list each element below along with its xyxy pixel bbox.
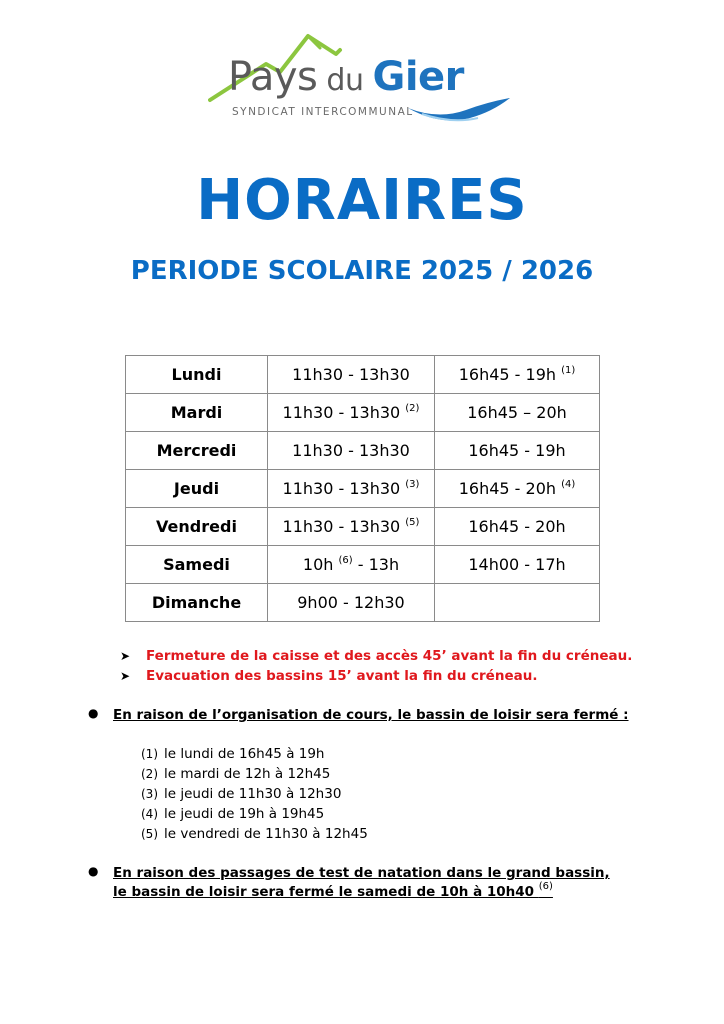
- day-cell: Lundi: [126, 356, 268, 394]
- afternoon-cell: [435, 584, 600, 622]
- arrow-bullet-icon: ➤: [120, 649, 131, 663]
- footnote-ref: (6): [338, 555, 353, 566]
- closure-number: (5): [141, 827, 158, 841]
- bullet-icon: ●: [88, 864, 99, 878]
- morning-cell: [268, 546, 435, 584]
- list-item: [120, 666, 632, 686]
- test-notice-line1: En raison des passages de test de natation dans le grand bassin,: [113, 865, 610, 881]
- test-notice-line2: [113, 883, 610, 902]
- afternoon-cell: [435, 432, 600, 470]
- table-row: [126, 432, 600, 470]
- list-item: [141, 764, 368, 784]
- morning-cell: [268, 432, 435, 470]
- afternoon-cell: [435, 356, 600, 394]
- closure-number: (4): [141, 807, 158, 821]
- afternoon-hours: 16h45 - 19h: [468, 441, 566, 460]
- footnote-ref: (6): [538, 881, 553, 892]
- schedule-table: [125, 355, 600, 622]
- day-cell: Jeudi: [126, 470, 268, 508]
- morning-cell: [268, 394, 435, 432]
- footnote-ref: (5): [405, 517, 420, 528]
- table-row: [126, 394, 600, 432]
- closure-text: le lundi de 16h45 à 19h: [164, 746, 325, 762]
- page-subtitle: PERIODE SCOLAIRE 2025 / 2026: [130, 256, 594, 286]
- closure-number: (1): [141, 747, 158, 761]
- table-row: [126, 470, 600, 508]
- table-row: [126, 508, 600, 546]
- morning-hours-start: 10h: [302, 555, 339, 574]
- afternoon-cell: [435, 470, 600, 508]
- afternoon-hours: 16h45 – 20h: [467, 403, 567, 422]
- logo-word-gier: Gier: [372, 54, 464, 100]
- closure-text: le vendredi de 11h30 à 12h45: [164, 826, 368, 842]
- page-title: HORAIRES: [196, 168, 528, 233]
- list-item: [141, 804, 368, 824]
- afternoon-hours: 14h00 - 17h: [468, 555, 566, 574]
- morning-hours: 9h00 - 12h30: [297, 593, 405, 612]
- closure-list: [141, 744, 368, 844]
- afternoon-cell: [435, 546, 600, 584]
- closure-number: (2): [141, 767, 158, 781]
- closure-text: le jeudi de 11h30 à 12h30: [164, 786, 342, 802]
- bullet-icon: ●: [88, 706, 99, 720]
- footnote-ref: (2): [405, 403, 420, 414]
- list-item: [141, 784, 368, 804]
- morning-hours: 11h30 - 13h30: [282, 517, 406, 536]
- afternoon-hours: 16h45 - 20h: [458, 479, 562, 498]
- arrow-bullet-icon: ➤: [120, 669, 131, 683]
- morning-hours: 11h30 - 13h30: [282, 403, 406, 422]
- afternoon-hours: 16h45 - 19h: [458, 365, 562, 384]
- table-row: [126, 584, 600, 622]
- morning-cell: [268, 508, 435, 546]
- closure-number: (3): [141, 787, 158, 801]
- warning-text: Evacuation des bassins 15’ avant la fin du créneau.: [146, 668, 538, 684]
- list-item: [141, 744, 368, 764]
- footnote-ref: (4): [561, 479, 576, 490]
- afternoon-cell: [435, 508, 600, 546]
- test-notice: [88, 864, 610, 902]
- table-row: [126, 356, 600, 394]
- closure-notice-text: En raison de l’organisation de cours, le bassin de loisir sera fermé :: [113, 707, 629, 723]
- logo-wordmark: [228, 54, 464, 100]
- morning-hours: 11h30 - 13h30: [292, 365, 410, 384]
- morning-cell: [268, 356, 435, 394]
- day-cell: Samedi: [126, 546, 268, 584]
- footnote-ref: (1): [561, 365, 576, 376]
- logo-tagline: SYNDICAT INTERCOMMUNAL: [232, 106, 414, 118]
- pays-du-gier-logo: [208, 28, 518, 128]
- closure-text: le jeudi de 19h à 19h45: [164, 806, 325, 822]
- test-notice-line2-text: le bassin de loisir sera fermé le samedi de 10h à 10h40: [113, 884, 539, 900]
- day-cell: Mercredi: [126, 432, 268, 470]
- closure-notice: [88, 706, 629, 725]
- morning-hours: 11h30 - 13h30: [282, 479, 406, 498]
- logo-word-du: du: [317, 63, 373, 98]
- footnote-ref: (3): [405, 479, 420, 490]
- morning-hours-end: - 13h: [352, 555, 400, 574]
- warning-list: [120, 646, 632, 686]
- afternoon-cell: [435, 394, 600, 432]
- warning-text: Fermeture de la caisse et des accès 45’ avant la fin du créneau.: [146, 648, 633, 664]
- list-item: [120, 646, 632, 666]
- table-row: [126, 546, 600, 584]
- day-cell: Mardi: [126, 394, 268, 432]
- day-cell: Dimanche: [126, 584, 268, 622]
- closure-text: le mardi de 12h à 12h45: [164, 766, 331, 782]
- list-item: [141, 824, 368, 844]
- logo-word-pays: Pays: [228, 54, 318, 100]
- morning-hours: 11h30 - 13h30: [292, 441, 410, 460]
- morning-cell: [268, 584, 435, 622]
- day-cell: Vendredi: [126, 508, 268, 546]
- afternoon-hours: 16h45 - 20h: [468, 517, 566, 536]
- morning-cell: [268, 470, 435, 508]
